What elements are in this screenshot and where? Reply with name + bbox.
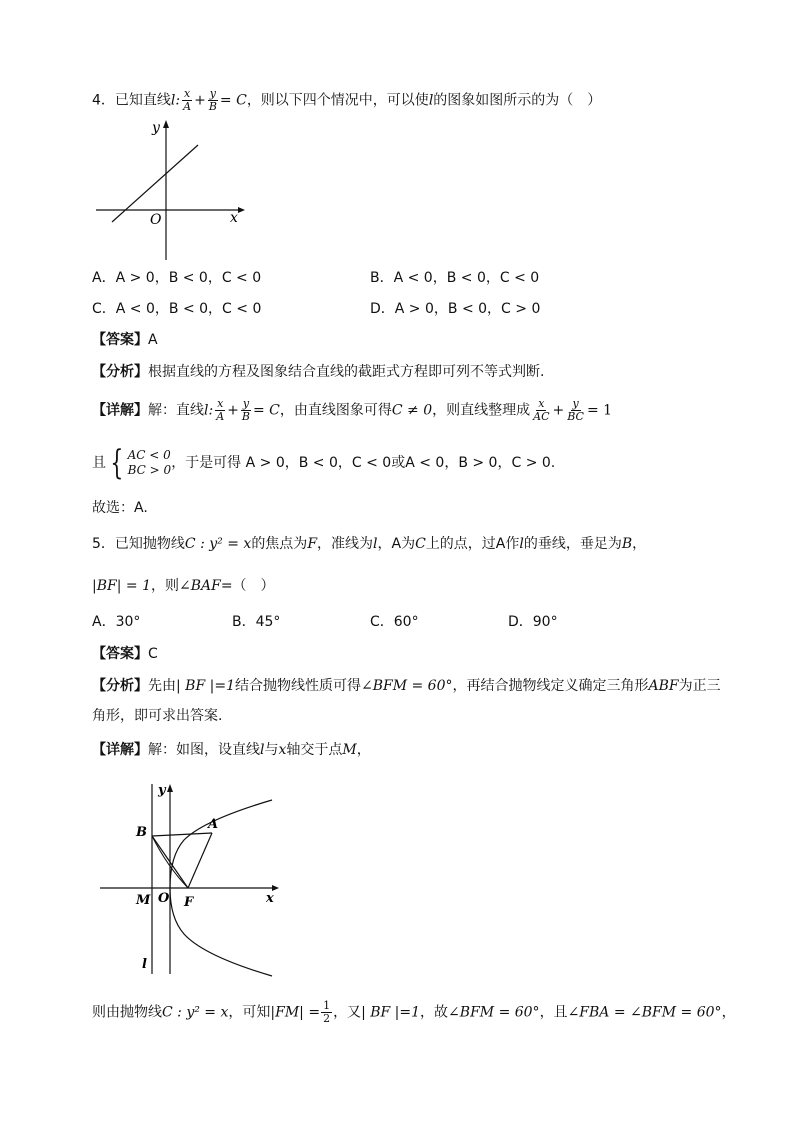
q4-stem: 4．已知直线l: $\frac{x}{A}$ + $\frac{y}{B}$ = C，则以下四个情况中，可以使l的图象如图所示的为（ ） [92, 87, 602, 113]
q4-analysis: 【分析】根据直线的方程及图象结合直线的截距式方程即可列不等式判断. [92, 364, 545, 380]
q4-choice: 故选：A. [92, 500, 148, 516]
q5-option-c: C．60° [370, 614, 419, 630]
q5-label-a: A [208, 817, 219, 832]
q4-option-a: A．A > 0，B < 0，C < 0 [92, 270, 262, 286]
q4-option-d: D．A > 0，B < 0，C > 0 [370, 301, 541, 317]
q5-label-l: l [142, 957, 147, 972]
q4-origin-label: O [150, 212, 162, 228]
q5-option-b: B．45° [232, 614, 281, 630]
q5-last-line: 则由抛物线C : y² = x，可知|FM| = $\frac{1}{2}$ ，又| BF |=1，故∠BFM = 60°，且∠FBA = ∠BFM = 60°， [92, 999, 736, 1025]
q4-answer: 【答案】A [92, 332, 158, 348]
q5-analysis: 【分析】先由| BF |=1结合抛物线性质可得∠BFM = 60°，再结合抛物线定义确定三角形ABF为正三 [92, 678, 721, 694]
q5-stem: 5．已知抛物线C : y² = x的焦点为F，准线为l，A为C上的点，过A作l的垂线，垂足为B， [92, 536, 647, 552]
q5-analysis-line2: 角形，即可求出答案. [92, 708, 223, 724]
q4-line-graph [92, 116, 252, 264]
q5-stem-line2: |BF| = 1，则∠BAF=（ ） [92, 578, 275, 594]
q4-detail: 【详解】解：直线l: $\frac{x}{A}$ + $\frac{y}{B}$ = C，由直线图象可得C ≠ 0，则直线整理成 $\frac{x}{AC}$ + $\frac{y}{BC}$ = 1 [92, 397, 613, 423]
q5-label-o: O [158, 891, 170, 906]
q5-label-f: F [184, 895, 194, 910]
q5-label-b: B [136, 825, 147, 840]
q4-system: 且 { AC < 0 BC > 0 ，于是可得 A > 0，B < 0，C < 0或A < 0，B > 0，C > 0. [92, 443, 556, 483]
q4-option-b: B．A < 0，B < 0，C < 0 [370, 270, 540, 286]
q4-option-c: C．A < 0，B < 0，C < 0 [92, 301, 262, 317]
q5-detail: 【详解】解：如图，设直线l与x轴交于点M， [92, 742, 371, 758]
frac-x-over-a: $\frac{x}{A}$ [183, 87, 192, 113]
q5-label-y: y [158, 783, 166, 798]
frac-y-over-b: $\frac{y}{B}$ [208, 87, 217, 113]
q5-option-d: D．90° [508, 614, 558, 630]
q4-axis-x-label: x [230, 210, 238, 226]
q4-axis-y-label: y [152, 120, 160, 136]
q5-answer: 【答案】C [92, 646, 158, 662]
q5-label-x: x [266, 891, 274, 906]
q5-label-m: M [136, 893, 151, 908]
q5-parabola-figure [92, 776, 292, 981]
q5-option-a: A．30° [92, 614, 141, 630]
